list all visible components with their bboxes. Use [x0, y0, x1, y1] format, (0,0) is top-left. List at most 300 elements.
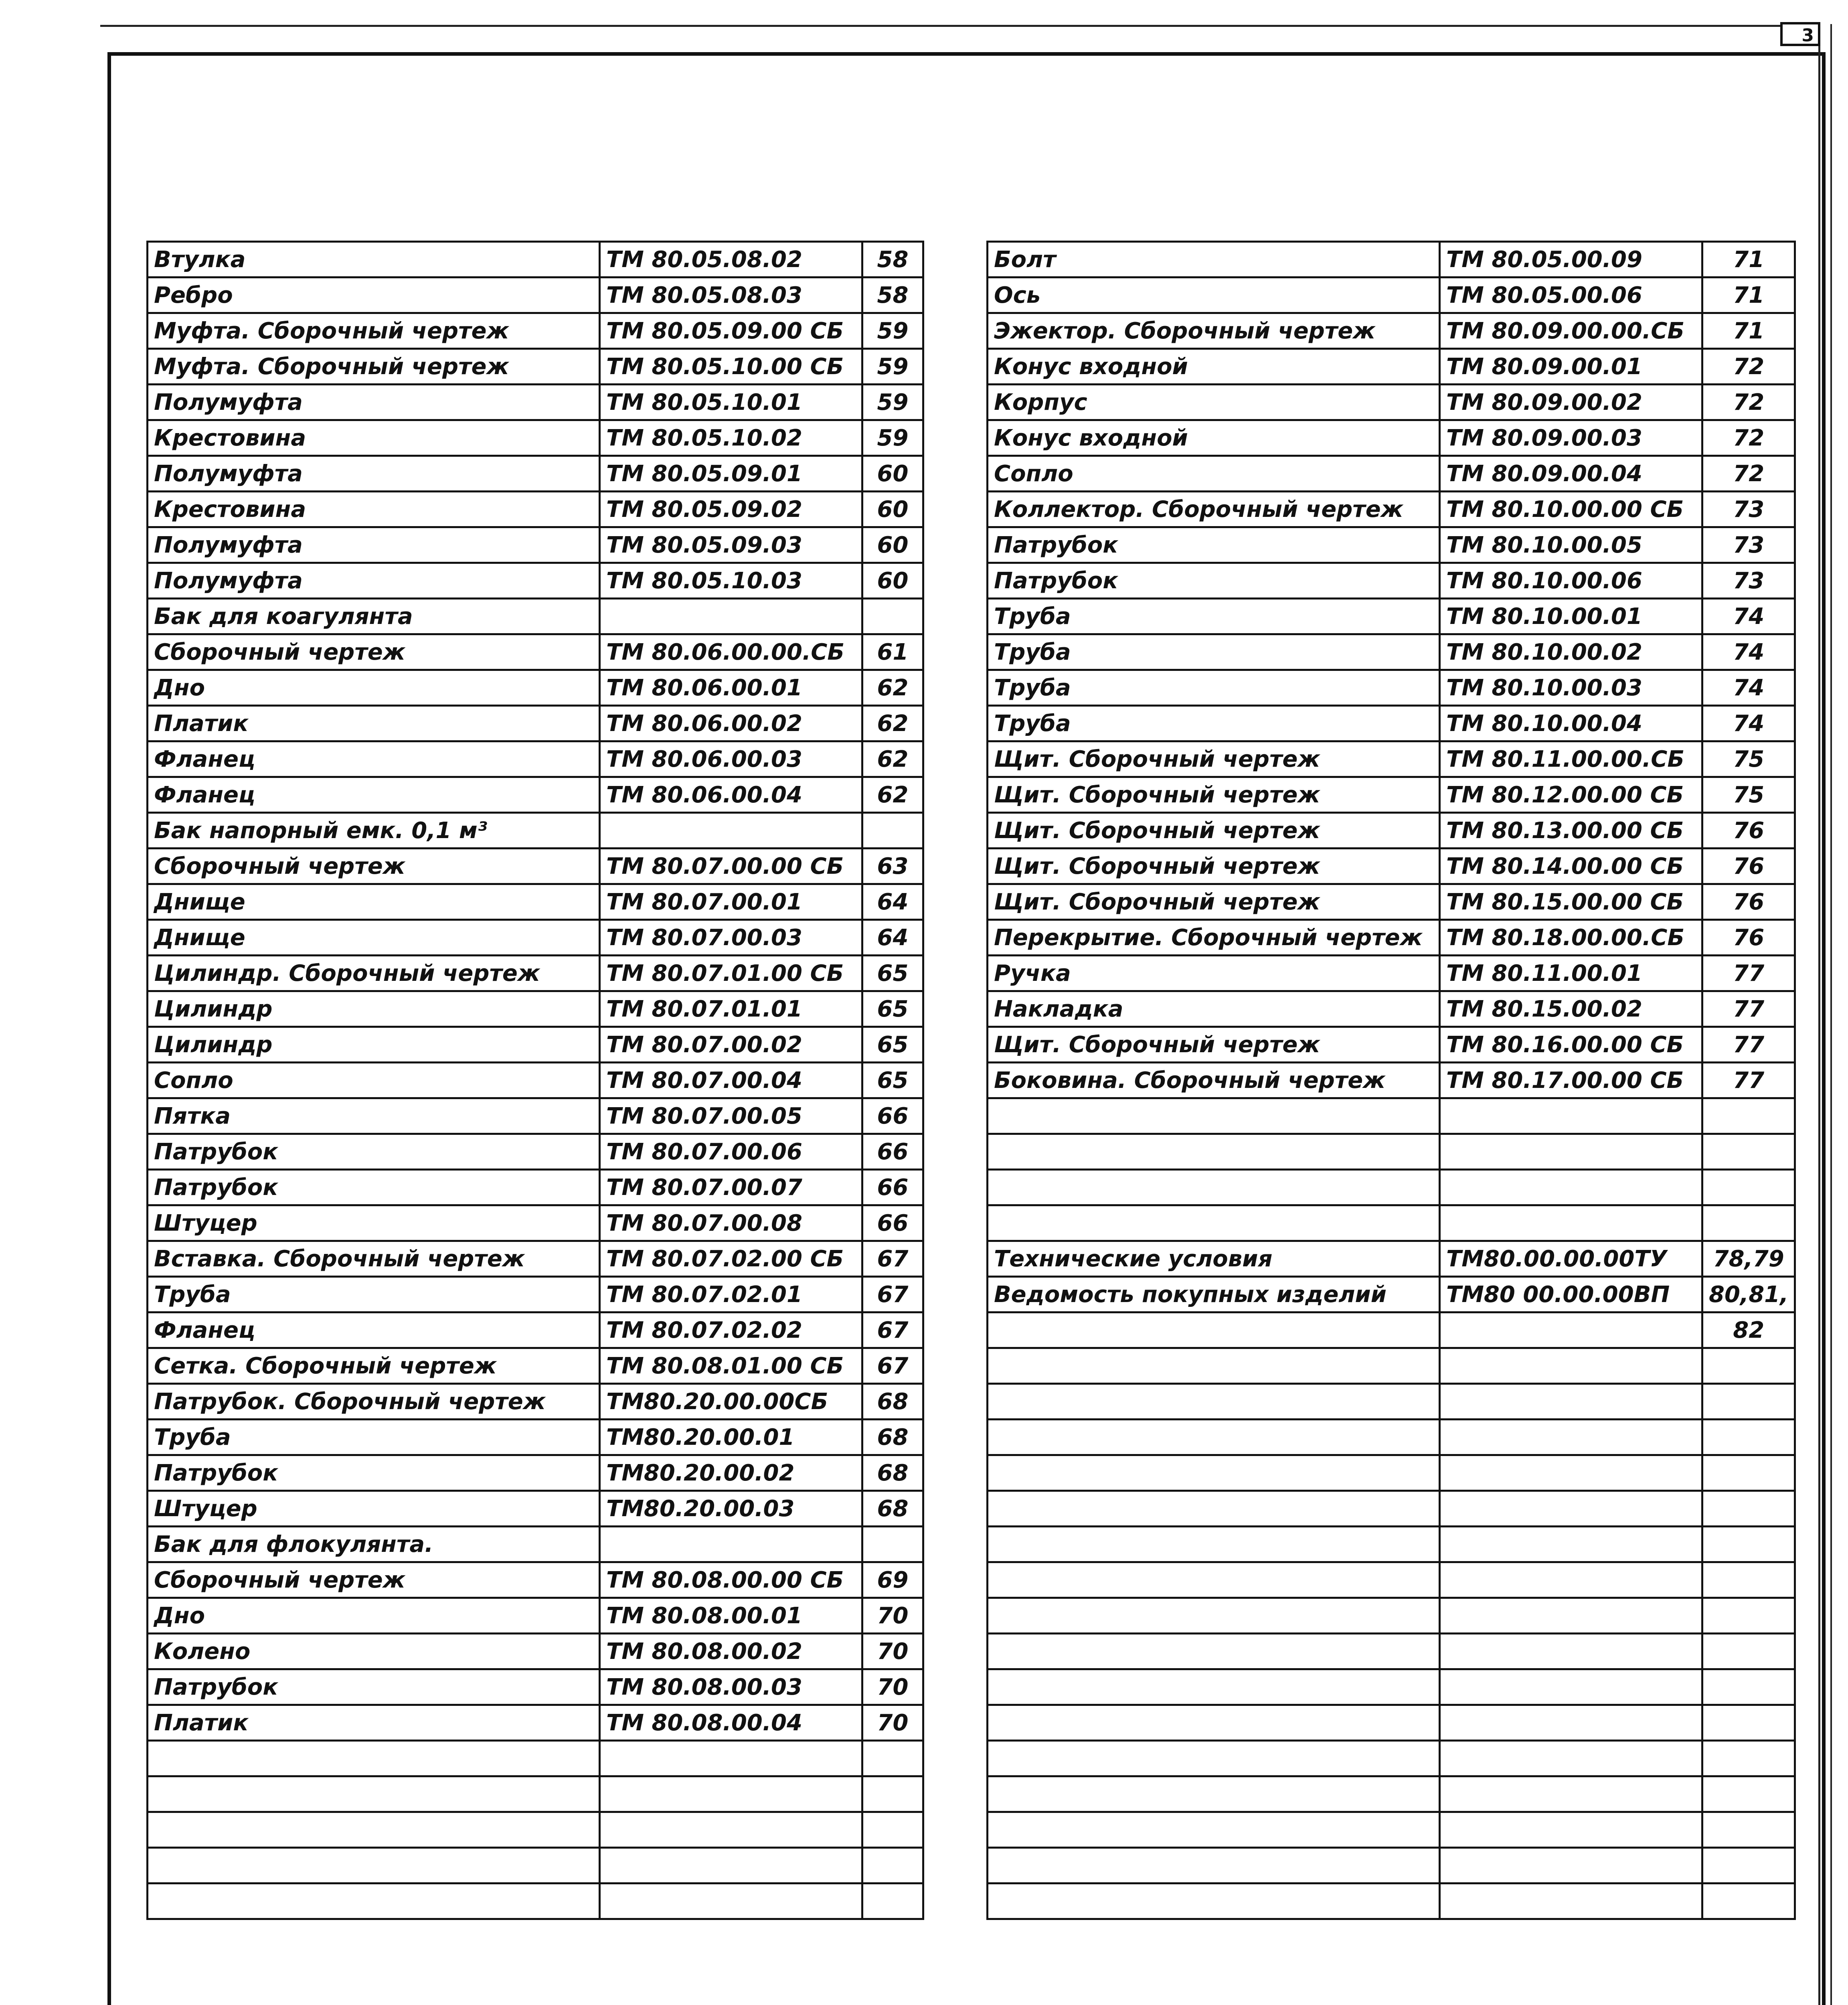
- table-row: [148, 277, 923, 313]
- item-page-cell: 74: [1702, 599, 1795, 634]
- item-page-cell: 67: [862, 1241, 923, 1277]
- table-row: [988, 1598, 1795, 1634]
- table-row: [988, 1455, 1795, 1491]
- item-page-cell: [1702, 1776, 1795, 1812]
- item-page-cell: [1702, 1527, 1795, 1562]
- item-page-cell: [1702, 1491, 1795, 1527]
- item-page-cell: 65: [862, 1063, 923, 1098]
- item-page-cell: 70: [862, 1634, 923, 1669]
- item-page-cell: [862, 813, 923, 849]
- item-code-cell: ТМ 80.05.08.03: [600, 277, 862, 313]
- item-page-cell: 67: [862, 1312, 923, 1348]
- item-code-cell: ТМ 80.10.00.04: [1440, 706, 1702, 741]
- item-page-cell: 77: [1702, 991, 1795, 1027]
- table-row: [148, 1098, 923, 1134]
- item-code-cell: ТМ 80.09.00.01: [1440, 349, 1702, 385]
- item-code-cell: [1440, 1134, 1702, 1170]
- table-row: [148, 1883, 923, 1919]
- item-name-cell: Цилиндр: [148, 991, 600, 1027]
- item-code-cell: ТМ80.00.00.00ТУ: [1440, 1241, 1702, 1277]
- item-name-cell: Сборочный чертеж: [148, 1562, 600, 1598]
- table-row: [148, 1455, 923, 1491]
- item-code-cell: ТМ 80.07.00.08: [600, 1205, 862, 1241]
- item-name-cell: [988, 1669, 1440, 1705]
- item-code-cell: [1440, 1776, 1702, 1812]
- item-name-cell: Муфта. Сборочный чертеж: [148, 313, 600, 349]
- table-row: [988, 1312, 1795, 1348]
- item-page-cell: 66: [862, 1098, 923, 1134]
- table-row: [988, 1669, 1795, 1705]
- table-row: [988, 1420, 1795, 1455]
- table-row: [988, 991, 1795, 1027]
- item-name-cell: Труба: [148, 1277, 600, 1312]
- table-row: [148, 813, 923, 849]
- item-code-cell: ТМ 80.16.00.00 СБ: [1440, 1027, 1702, 1063]
- table-row: [148, 349, 923, 385]
- item-page-cell: 63: [862, 849, 923, 884]
- item-name-cell: [988, 1384, 1440, 1420]
- item-code-cell: ТМ 80.09.00.04: [1440, 456, 1702, 492]
- item-name-cell: [988, 1420, 1440, 1455]
- item-page-cell: 68: [862, 1491, 923, 1527]
- table-row: [148, 1134, 923, 1170]
- table-row: [988, 1741, 1795, 1776]
- table-row: [988, 849, 1795, 884]
- item-page-cell: 82: [1702, 1312, 1795, 1348]
- item-page-cell: 72: [1702, 456, 1795, 492]
- item-page-cell: 66: [862, 1134, 923, 1170]
- item-page-cell: [862, 1883, 923, 1919]
- item-name-cell: Ось: [988, 277, 1440, 313]
- item-code-cell: [600, 1527, 862, 1562]
- item-page-cell: 77: [1702, 956, 1795, 991]
- table-row: [988, 1705, 1795, 1741]
- item-name-cell: Конус входной: [988, 420, 1440, 456]
- item-code-cell: ТМ 80.07.00.01: [600, 884, 862, 920]
- item-code-cell: ТМ 80.06.00.01: [600, 670, 862, 706]
- item-code-cell: ТМ 80.08.00.01: [600, 1598, 862, 1634]
- item-page-cell: 60: [862, 527, 923, 563]
- item-page-cell: [1702, 1384, 1795, 1420]
- item-code-cell: ТМ 80.07.02.01: [600, 1277, 862, 1312]
- item-name-cell: Ребро: [148, 277, 600, 313]
- item-page-cell: 74: [1702, 706, 1795, 741]
- item-code-cell: ТМ 80.05.09.03: [600, 527, 862, 563]
- item-page-cell: [862, 1776, 923, 1812]
- item-page-cell: [1702, 1848, 1795, 1883]
- table-row: [988, 1634, 1795, 1669]
- right-spec-table: [986, 241, 1796, 1920]
- item-page-cell: 60: [862, 563, 923, 599]
- item-name-cell: Ведомость покупных изделий: [988, 1277, 1440, 1312]
- item-page-cell: 64: [862, 884, 923, 920]
- item-code-cell: [600, 813, 862, 849]
- table-row: [148, 849, 923, 884]
- table-row: [988, 1883, 1795, 1919]
- table-row: [148, 563, 923, 599]
- item-name-cell: Труба: [148, 1420, 600, 1455]
- table-row: [148, 1312, 923, 1348]
- item-name-cell: Днище: [148, 884, 600, 920]
- table-row: [988, 563, 1795, 599]
- item-name-cell: Щит. Сборочный чертеж: [988, 1027, 1440, 1063]
- item-name-cell: Сетка. Сборочный чертеж: [148, 1348, 600, 1384]
- item-page-cell: [1702, 1562, 1795, 1598]
- item-code-cell: [1440, 1705, 1702, 1741]
- item-page-cell: 73: [1702, 527, 1795, 563]
- table-row: [148, 1705, 923, 1741]
- item-code-cell: ТМ 80.07.01.01: [600, 991, 862, 1027]
- table-row: [148, 1741, 923, 1776]
- item-page-cell: 65: [862, 956, 923, 991]
- item-name-cell: Коллектор. Сборочный чертеж: [988, 492, 1440, 527]
- item-name-cell: Патрубок: [988, 527, 1440, 563]
- item-code-cell: ТМ 80.10.00.01: [1440, 599, 1702, 634]
- item-name-cell: Штуцер: [148, 1491, 600, 1527]
- item-name-cell: Полумуфта: [148, 563, 600, 599]
- item-code-cell: [1440, 1812, 1702, 1848]
- item-page-cell: 68: [862, 1455, 923, 1491]
- item-name-cell: Платик: [148, 1705, 600, 1741]
- item-name-cell: [988, 1491, 1440, 1527]
- item-page-cell: [1702, 1205, 1795, 1241]
- table-row: [988, 1277, 1795, 1312]
- item-code-cell: ТМ 80.05.09.01: [600, 456, 862, 492]
- item-name-cell: Полумуфта: [148, 385, 600, 420]
- item-name-cell: [988, 1598, 1440, 1634]
- item-name-cell: Болт: [988, 242, 1440, 277]
- item-code-cell: ТМ 80.07.00.00 СБ: [600, 849, 862, 884]
- item-code-cell: [1440, 1598, 1702, 1634]
- item-name-cell: [988, 1205, 1440, 1241]
- table-row: [148, 956, 923, 991]
- item-name-cell: Муфта. Сборочный чертеж: [148, 349, 600, 385]
- table-row: [148, 1598, 923, 1634]
- item-code-cell: [1440, 1420, 1702, 1455]
- item-page-cell: [1702, 1598, 1795, 1634]
- table-row: [148, 599, 923, 634]
- table-row: [988, 884, 1795, 920]
- item-code-cell: ТМ 80.07.02.00 СБ: [600, 1241, 862, 1277]
- table-row: [988, 527, 1795, 563]
- item-code-cell: ТМ 80.11.00.01: [1440, 956, 1702, 991]
- item-name-cell: [988, 1634, 1440, 1669]
- item-name-cell: Вставка. Сборочный чертеж: [148, 1241, 600, 1277]
- item-name-cell: Бак напорный емк. 0,1 м³: [148, 813, 600, 849]
- table-row: [988, 1063, 1795, 1098]
- item-name-cell: Полумуфта: [148, 527, 600, 563]
- item-code-cell: ТМ 80.07.02.02: [600, 1312, 862, 1348]
- item-name-cell: Патрубок. Сборочный чертеж: [148, 1384, 600, 1420]
- item-code-cell: ТМ 80.05.10.02: [600, 420, 862, 456]
- table-row: [148, 456, 923, 492]
- item-code-cell: ТМ 80.08.00.02: [600, 1634, 862, 1669]
- item-page-cell: 75: [1702, 741, 1795, 777]
- item-name-cell: Крестовина: [148, 492, 600, 527]
- item-name-cell: Днище: [148, 920, 600, 956]
- item-code-cell: ТМ 80.07.00.04: [600, 1063, 862, 1098]
- item-code-cell: [1440, 1170, 1702, 1205]
- item-page-cell: 65: [862, 1027, 923, 1063]
- item-name-cell: [148, 1812, 600, 1848]
- item-page-cell: 59: [862, 349, 923, 385]
- item-name-cell: Сборочный чертеж: [148, 634, 600, 670]
- item-name-cell: [988, 1562, 1440, 1598]
- item-code-cell: [1440, 1634, 1702, 1669]
- item-code-cell: ТМ 80.10.00.03: [1440, 670, 1702, 706]
- item-page-cell: 76: [1702, 884, 1795, 920]
- table-row: [148, 1491, 923, 1527]
- table-row: [988, 242, 1795, 277]
- item-name-cell: Щит. Сборочный чертеж: [988, 849, 1440, 884]
- item-page-cell: 62: [862, 670, 923, 706]
- table-row: [148, 385, 923, 420]
- item-page-cell: 65: [862, 991, 923, 1027]
- item-name-cell: [988, 1741, 1440, 1776]
- frame-right-line: [1818, 24, 1820, 2005]
- item-name-cell: Щит. Сборочный чертеж: [988, 813, 1440, 849]
- item-code-cell: ТМ 80.05.00.09: [1440, 242, 1702, 277]
- table-row: [148, 242, 923, 277]
- item-page-cell: [1702, 1812, 1795, 1848]
- item-code-cell: ТМ 80.05.10.03: [600, 563, 862, 599]
- item-name-cell: Щит. Сборочный чертеж: [988, 741, 1440, 777]
- item-code-cell: ТМ 80.07.01.00 СБ: [600, 956, 862, 991]
- item-code-cell: ТМ 80.15.00.02: [1440, 991, 1702, 1027]
- item-code-cell: [600, 1741, 862, 1776]
- table-row: [988, 277, 1795, 313]
- table-row: [988, 670, 1795, 706]
- item-name-cell: [988, 1455, 1440, 1491]
- item-code-cell: [1440, 1562, 1702, 1598]
- item-code-cell: ТМ80.20.00.02: [600, 1455, 862, 1491]
- item-code-cell: ТМ 80.10.00.00 СБ: [1440, 492, 1702, 527]
- table-row: [988, 313, 1795, 349]
- table-row: [988, 599, 1795, 634]
- item-code-cell: ТМ 80.08.00.00 СБ: [600, 1562, 862, 1598]
- item-page-cell: 69: [862, 1562, 923, 1598]
- table-row: [148, 1776, 923, 1812]
- table-row: [148, 706, 923, 741]
- table-row: [148, 1170, 923, 1205]
- item-page-cell: 67: [862, 1348, 923, 1384]
- item-page-cell: 70: [862, 1669, 923, 1705]
- item-name-cell: [148, 1848, 600, 1883]
- table-row: [148, 1348, 923, 1384]
- item-code-cell: ТМ 80.07.00.05: [600, 1098, 862, 1134]
- item-page-cell: 62: [862, 741, 923, 777]
- item-name-cell: Труба: [988, 706, 1440, 741]
- item-name-cell: Крестовина: [148, 420, 600, 456]
- item-page-cell: 70: [862, 1705, 923, 1741]
- item-page-cell: 64: [862, 920, 923, 956]
- item-code-cell: ТМ 80.11.00.00.СБ: [1440, 741, 1702, 777]
- table-row: [988, 1384, 1795, 1420]
- item-name-cell: Бак для коагулянта: [148, 599, 600, 634]
- item-name-cell: Щит. Сборочный чертеж: [988, 884, 1440, 920]
- item-page-cell: 71: [1702, 242, 1795, 277]
- item-code-cell: ТМ 80.05.08.02: [600, 242, 862, 277]
- item-name-cell: Труба: [988, 599, 1440, 634]
- item-name-cell: [988, 1848, 1440, 1883]
- item-name-cell: Патрубок: [988, 563, 1440, 599]
- sheet-number: 3: [1801, 25, 1814, 46]
- table-row: [148, 420, 923, 456]
- item-code-cell: [1440, 1527, 1702, 1562]
- table-row: [148, 527, 923, 563]
- item-name-cell: [988, 1883, 1440, 1919]
- item-page-cell: [1702, 1741, 1795, 1776]
- item-name-cell: Фланец: [148, 777, 600, 813]
- item-name-cell: Труба: [988, 634, 1440, 670]
- item-code-cell: ТМ 80.08.00.03: [600, 1669, 862, 1705]
- item-name-cell: Патрубок: [148, 1134, 600, 1170]
- item-page-cell: 68: [862, 1420, 923, 1455]
- item-page-cell: 61: [862, 634, 923, 670]
- item-page-cell: [1702, 1098, 1795, 1134]
- table-row: [148, 670, 923, 706]
- item-code-cell: ТМ 80.10.00.05: [1440, 527, 1702, 563]
- item-page-cell: [1702, 1669, 1795, 1705]
- table-row: [148, 634, 923, 670]
- item-name-cell: Бак для флокулянта.: [148, 1527, 600, 1562]
- item-code-cell: ТМ 80.10.00.02: [1440, 634, 1702, 670]
- item-page-cell: 75: [1702, 777, 1795, 813]
- item-page-cell: [1702, 1883, 1795, 1919]
- table-row: [148, 884, 923, 920]
- item-code-cell: [600, 1776, 862, 1812]
- item-code-cell: [1440, 1348, 1702, 1384]
- table-row: [988, 349, 1795, 385]
- item-code-cell: ТМ80 00.00.00ВП: [1440, 1277, 1702, 1312]
- item-page-cell: [862, 1741, 923, 1776]
- table-row: [148, 1277, 923, 1312]
- item-page-cell: 66: [862, 1205, 923, 1241]
- table-row: [148, 492, 923, 527]
- item-page-cell: 71: [1702, 313, 1795, 349]
- item-page-cell: 76: [1702, 920, 1795, 956]
- item-page-cell: [1702, 1420, 1795, 1455]
- table-row: [148, 777, 923, 813]
- item-code-cell: ТМ 80.08.00.04: [600, 1705, 862, 1741]
- table-row: [148, 1027, 923, 1063]
- left-spec-table: [146, 241, 924, 1920]
- item-page-cell: 73: [1702, 563, 1795, 599]
- item-code-cell: ТМ 80.07.00.03: [600, 920, 862, 956]
- table-row: [988, 1134, 1795, 1170]
- table-row: [148, 991, 923, 1027]
- item-code-cell: ТМ 80.10.00.06: [1440, 563, 1702, 599]
- table-row: [988, 1848, 1795, 1883]
- item-name-cell: Корпус: [988, 385, 1440, 420]
- item-page-cell: [1702, 1455, 1795, 1491]
- item-page-cell: 59: [862, 385, 923, 420]
- item-code-cell: ТМ 80.07.00.02: [600, 1027, 862, 1063]
- item-code-cell: [1440, 1455, 1702, 1491]
- item-page-cell: 62: [862, 706, 923, 741]
- table-row: [148, 741, 923, 777]
- item-name-cell: Сопло: [148, 1063, 600, 1098]
- top-rule: [100, 25, 1804, 27]
- table-row: [148, 1527, 923, 1562]
- table-row: [148, 1420, 923, 1455]
- item-name-cell: [988, 1527, 1440, 1562]
- item-page-cell: 72: [1702, 385, 1795, 420]
- item-code-cell: [1440, 1848, 1702, 1883]
- item-name-cell: Платик: [148, 706, 600, 741]
- left-spec-body: [148, 242, 923, 1919]
- item-page-cell: 70: [862, 1598, 923, 1634]
- item-name-cell: [988, 1776, 1440, 1812]
- item-code-cell: ТМ 80.05.00.06: [1440, 277, 1702, 313]
- item-code-cell: ТМ 80.09.00.02: [1440, 385, 1702, 420]
- item-code-cell: ТМ80.20.00.01: [600, 1420, 862, 1455]
- table-row: [148, 1384, 923, 1420]
- item-name-cell: Штуцер: [148, 1205, 600, 1241]
- table-row: [988, 741, 1795, 777]
- item-page-cell: 71: [1702, 277, 1795, 313]
- item-code-cell: ТМ 80.14.00.00 СБ: [1440, 849, 1702, 884]
- item-code-cell: [600, 1812, 862, 1848]
- item-page-cell: 80,81,: [1702, 1277, 1795, 1312]
- table-row: [988, 420, 1795, 456]
- item-name-cell: [988, 1348, 1440, 1384]
- item-page-cell: 59: [862, 420, 923, 456]
- item-name-cell: Втулка: [148, 242, 600, 277]
- table-row: [988, 1562, 1795, 1598]
- item-code-cell: ТМ 80.07.00.06: [600, 1134, 862, 1170]
- item-code-cell: ТМ 80.05.10.00 СБ: [600, 349, 862, 385]
- item-name-cell: Перекрытие. Сборочный чертеж: [988, 920, 1440, 956]
- item-code-cell: [1440, 1883, 1702, 1919]
- item-code-cell: ТМ 80.05.10.01: [600, 385, 862, 420]
- item-code-cell: ТМ 80.15.00.00 СБ: [1440, 884, 1702, 920]
- item-page-cell: 68: [862, 1384, 923, 1420]
- item-name-cell: Патрубок: [148, 1669, 600, 1705]
- table-row: [148, 313, 923, 349]
- table-row: [148, 1848, 923, 1883]
- table-row: [988, 813, 1795, 849]
- item-code-cell: ТМ 80.07.00.07: [600, 1170, 862, 1205]
- item-name-cell: [988, 1098, 1440, 1134]
- item-code-cell: [600, 1848, 862, 1883]
- table-row: [988, 1170, 1795, 1205]
- table-row: [148, 1562, 923, 1598]
- item-code-cell: ТМ 80.06.00.00.СБ: [600, 634, 862, 670]
- item-name-cell: [148, 1883, 600, 1919]
- item-name-cell: Дно: [148, 670, 600, 706]
- item-code-cell: [1440, 1205, 1702, 1241]
- table-row: [988, 1098, 1795, 1134]
- table-row: [988, 1776, 1795, 1812]
- item-code-cell: ТМ 80.12.00.00 СБ: [1440, 777, 1702, 813]
- frame-right-line-2: [1830, 24, 1832, 2005]
- table-row: [988, 492, 1795, 527]
- item-name-cell: Колено: [148, 1634, 600, 1669]
- item-name-cell: Сопло: [988, 456, 1440, 492]
- item-page-cell: [862, 1848, 923, 1883]
- item-code-cell: ТМ80.20.00.00СБ: [600, 1384, 862, 1420]
- item-page-cell: 62: [862, 777, 923, 813]
- item-page-cell: 72: [1702, 420, 1795, 456]
- item-code-cell: ТМ 80.05.09.02: [600, 492, 862, 527]
- table-row: [988, 777, 1795, 813]
- item-page-cell: 77: [1702, 1063, 1795, 1098]
- item-code-cell: ТМ 80.05.09.00 СБ: [600, 313, 862, 349]
- item-name-cell: Технические условия: [988, 1241, 1440, 1277]
- item-page-cell: 59: [862, 313, 923, 349]
- item-page-cell: [1702, 1634, 1795, 1669]
